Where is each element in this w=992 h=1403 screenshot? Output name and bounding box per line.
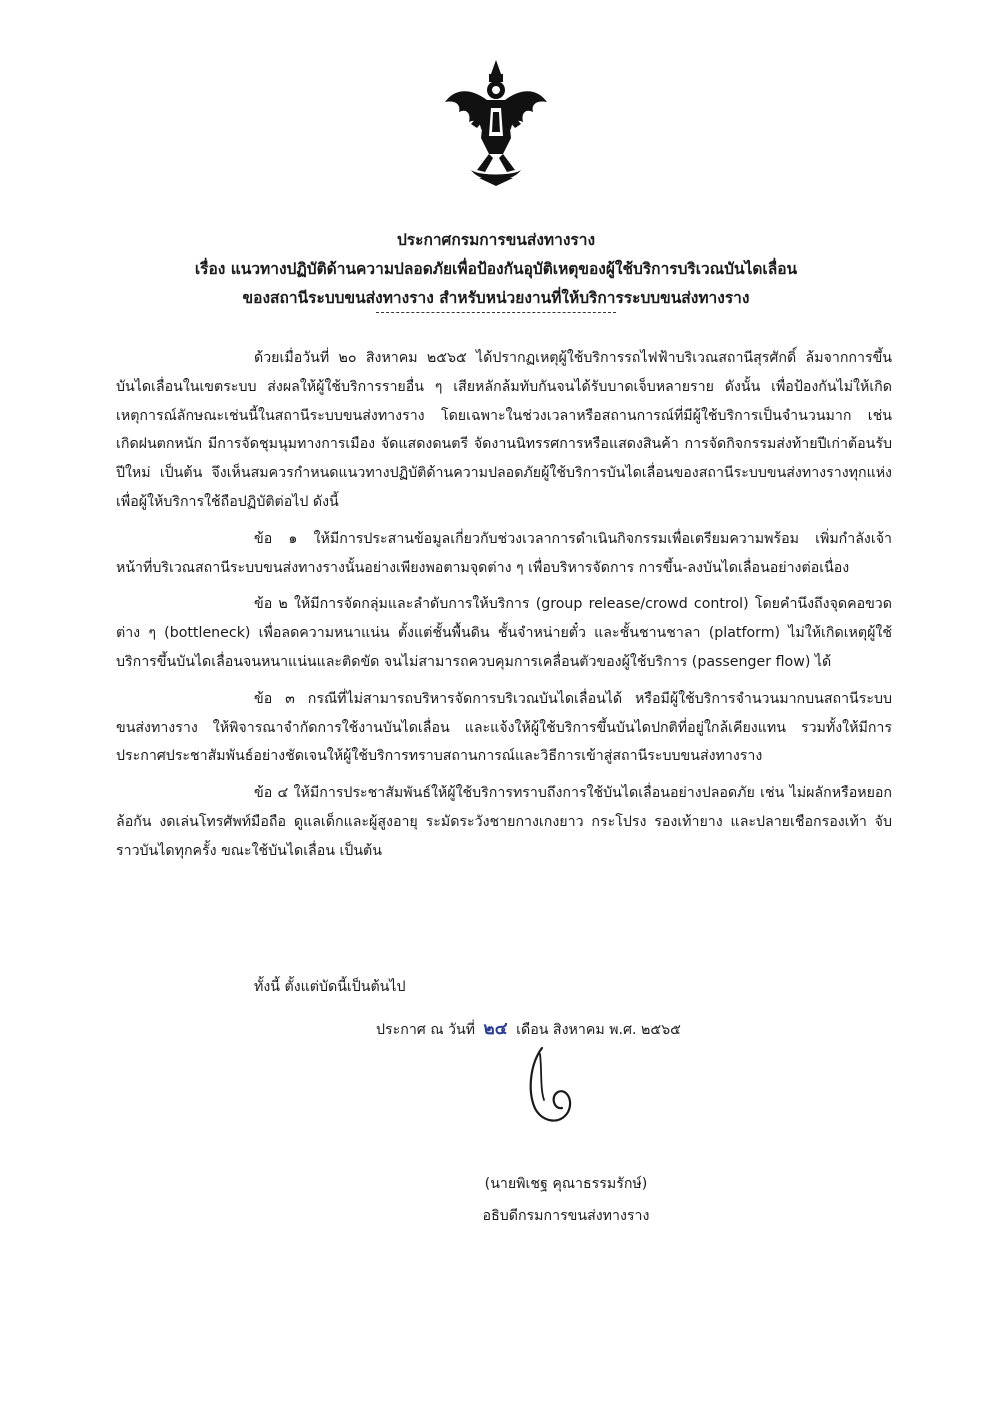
clause-3: ข้อ ๓ กรณีที่ไม่สามารถบริหารจัดการบริเวณบันไดเลื่อนได้ หรือมีผู้ใช้บริการจำนวนมากบนสถานีระบบขนส่งทางราง ให้พิจารณาจำกัดการใช้งานบันไดเลื่อน และแจ้งให้ผู้ใช้บริการขึ้นบันไดปกติที่อยู่ใกล้เคียงแทน รวมทั้งให้มีการประกาศประชาสัมพันธ์อย่างชัดเจนให้ผู้ใช้บริการทราบสถานการณ์และวิธีการเข้าสู่สถานีระบบขนส่งทางราง (116, 690, 892, 765)
clause-4: ข้อ ๔ ให้มีการประชาสัมพันธ์ให้ผู้ใช้บริการทราบถึงการใช้บันไดเลื่อนอย่างปลอดภัย เช่น ไม่ผลักหรือหยอกล้อกัน งดเล่นโทรศัพท์มือถือ ดูแลเด็กและผู้สูงอายุ ระมัดระวังชายกางเกงยาว กระโปรง รองเท้ายาง และปลายเชือกรองเท้า จับราวบันไดทุกครั้ง ขณะใช้บันไดเลื่อน เป็นต้น (116, 785, 892, 859)
clause-2: ข้อ ๒ ให้มีการจัดกลุ่มและลำดับการให้บริการ (group release/crowd control) โดยคำนึงถึงจุดคอขวดต่าง ๆ (bottleneck) เพื่อลดความหนาแน่น ตั้งแต่ชั้นพื้นดิน ชั้นจำหน่ายตั๋ว และชั้นชานชาลา (platform) ไม่ให้เกิดเหตุผู้ใช้บริการขึ้นบันไดเลื่อนจนหนาแน่นและติดขัด จนไม่สามารถควบคุมการเคลื่อนตัวของผู้ใช้บริการ (passenger flow) ได้ (116, 596, 892, 670)
dateline-suffix: เดือน สิงหาคม พ.ศ. ๒๕๖๕ (516, 1022, 681, 1038)
garuda-emblem-icon (441, 58, 551, 188)
announcement-subject-continued: ของสถานีระบบขนส่งทางราง สำหรับหน่วยงานที่ให้บริการระบบขนส่งทางราง (242, 289, 750, 307)
signer-name: (นายพิเชฐ คุณาธรรมรักษ์) (484, 1176, 648, 1192)
announcement-body (116, 344, 892, 874)
announcement-title: ประกาศกรมการขนส่งทางราง (396, 231, 596, 249)
clause-1: ข้อ ๑ ให้มีการประสานข้อมูลเกี่ยวกับช่วงเวลาการดำเนินกิจกรรมเพื่อเตรียมความพร้อม เพิ่มกำลังเจ้าหน้าที่บริเวณสถานีระบบขนส่งทางรางนั้นอย่างเพียงพอตามจุดต่าง ๆ เพื่อบริหารจัดการ การขึ้น-ลงบันไดเลื่อนอย่างต่อเนื่อง (116, 530, 892, 576)
dateline-day: ๒๔ (483, 1019, 508, 1039)
header-divider (376, 312, 616, 313)
dateline (376, 1015, 681, 1042)
intro-paragraph: ด้วยเมื่อวันที่ ๒๐ สิงหาคม ๒๕๖๕ ได้ปรากฏเหตุผู้ใช้บริการรถไฟฟ้าบริเวณสถานีสุรศักดิ์ ล้มจากการขึ้นบันไดเลื่อนในเขตระบบ ส่งผลให้ผู้ใช้บริการรายอื่น ๆ เสียหลักล้มทับกันจนได้รับบาดเจ็บหลายราย ดังนั้น เพื่อป้องกันไม่ให้เกิดเหตุการณ์ลักษณะเช่นนี้ในสถานีระบบขนส่งทางราง โดยเฉพาะในช่วงเวลาหรือสถานการณ์ที่มีผู้ใช้บริการเป็นจำนวนมาก เช่น เกิดฝนตกหนัก มีการจัดชุมนุมทางการเมือง จัดแสดงดนตรี จัดงานนิทรรศการหรือแสดงสินค้า การจัดกิจกรรมส่งท้ายปีเก่าต้อนรับปีใหม่ เป็นต้น จึงเห็นสมควรกำหนดแนวทางปฏิบัติด้านความปลอดภัยผู้ใช้บริการบันไดเลื่อนของสถานีระบบขนส่งทางรางทุกแห่ง เพื่อผู้ให้บริการใช้ถือปฏิบัติต่อไป ดังนี้ (116, 350, 892, 510)
dateline-prefix: ประกาศ ณ วันที่ (376, 1022, 476, 1038)
closing-statement: ทั้งนี้ ตั้งแต่บัดนี้เป็นต้นไป (254, 979, 406, 995)
announcement-subject: เรื่อง แนวทางปฏิบัติด้านความปลอดภัยเพื่อป้องกันอุบัติเหตุของผู้ใช้บริการบริเวณบันไดเลื่อน (194, 260, 798, 278)
signer-block (456, 1168, 676, 1232)
signer-position: อธิบดีกรมการขนส่งทางราง (482, 1208, 650, 1224)
announcement-header (60, 226, 932, 313)
handwritten-signature (520, 1040, 580, 1130)
